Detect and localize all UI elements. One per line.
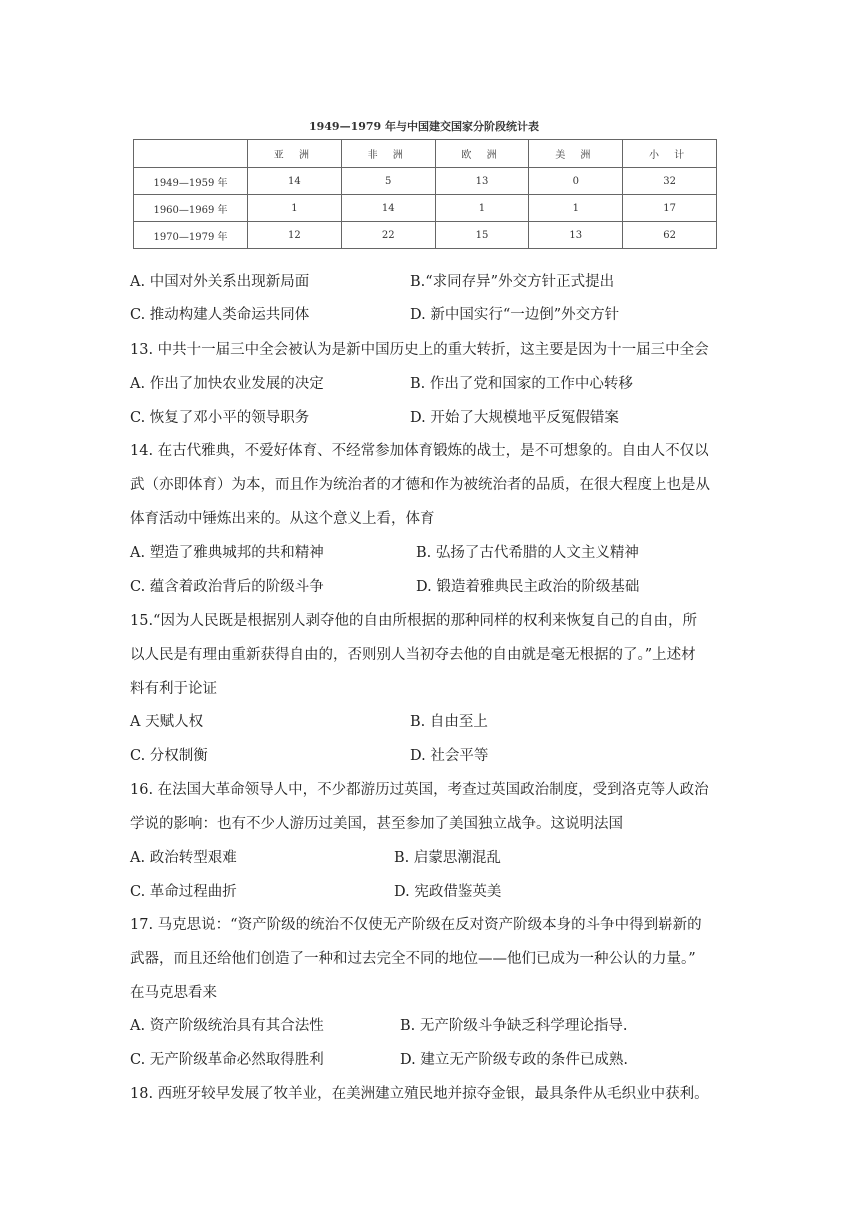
table-title: 1949—1979 年与中国建交国家分阶段统计表 [308, 120, 540, 133]
q17-stem-line-1: 17. 马克思说：“资产阶级的统治不仅使无产阶级在反对资产阶级本身的斗争中得到崭新的 [130, 917, 702, 933]
q14-option-a: A. 塑造了雅典城邦的共和精神 [130, 545, 324, 561]
table-cell: 32 [623, 168, 717, 195]
q13-option-b: B. 作出了党和国家的工作中心转移 [410, 376, 633, 392]
table-header-cell [134, 140, 248, 168]
table-cell: 1 [248, 195, 342, 222]
q15-stem-line-1: 15.“因为人民既是根据别人剥夺他的自由所根据的那种同样的权利来恢复自己的自由，所 [130, 613, 697, 629]
q14-option-d: D. 锻造着雅典民主政治的阶级基础 [416, 579, 640, 595]
q14-option-b: B. 弘扬了古代希腊的人文主义精神 [416, 545, 639, 561]
statistics-table [133, 139, 717, 249]
q14-option-c: C. 蕴含着政治背后的阶级斗争 [130, 579, 324, 595]
q14-stem-line-3: 体育活动中锤炼出来的。从这个意义上看，体育 [130, 511, 435, 527]
q12-option-d: D. 新中国实行“一边倒”外交方针 [410, 307, 620, 323]
table-cell: 1960—1969 年 [134, 195, 248, 222]
q17-stem-line-3: 在马克思看来 [130, 985, 217, 1001]
q17-option-b: B. 无产阶级斗争缺乏科学理论指导. [400, 1018, 628, 1034]
table-header-cell: 欧 洲 [435, 140, 529, 168]
table-header-cell: 非 洲 [341, 140, 435, 168]
q15-option-b: B. 自由至上 [410, 714, 488, 730]
table-cell: 15 [435, 222, 529, 249]
table-cell: 14 [341, 195, 435, 222]
q17-stem-line-2: 武器，而且还给他们创造了一种和过去完全不同的地位——他们已成为一种公认的力量。” [130, 951, 696, 967]
q17-option-d: D. 建立无产阶级专政的条件已成熟. [400, 1052, 628, 1068]
table-cell: 5 [341, 168, 435, 195]
q15-stem-line-3: 料有利于论证 [130, 681, 217, 697]
table-cell: 1 [435, 195, 529, 222]
q16-stem-line-2: 学说的影响：也有不少人游历过美国，甚至参加了美国独立战争。这说明法国 [130, 816, 623, 832]
table-header-cell: 小 计 [623, 140, 717, 168]
q17-option-c: C. 无产阶级革命必然取得胜利 [130, 1052, 324, 1068]
table-cell: 13 [435, 168, 529, 195]
q17-option-a: A. 资产阶级统治具有其合法性 [130, 1018, 324, 1034]
q16-option-a: A. 政治转型艰难 [130, 850, 237, 866]
q18-stem-line-1: 18. 西班牙较早发展了牧羊业，在美洲建立殖民地并掠夺金银，最具条件从毛织业中获利。 [130, 1086, 709, 1102]
table-row [134, 195, 717, 222]
table-header-cell: 亚 洲 [248, 140, 342, 168]
table-cell: 62 [623, 222, 717, 249]
table-cell: 1 [529, 195, 623, 222]
q12-option-b: B.“求同存异”外交方针正式提出 [410, 274, 615, 290]
q15-option-d: D. 社会平等 [410, 748, 489, 764]
q14-stem-line-2: 武（亦即体育）为本，而且作为统治者的才德和作为被统治者的品质，在很大程度上也是从 [130, 477, 710, 493]
table-header-cell: 美 洲 [529, 140, 623, 168]
q15-stem-line-2: 以人民是有理由重新获得自由的，否则别人当初夺去他的自由就是毫无根据的了。”上述材 [130, 647, 696, 663]
table-cell: 14 [248, 168, 342, 195]
q13-option-d: D. 开始了大规模地平反冤假错案 [410, 410, 619, 426]
table-cell: 1970—1979 年 [134, 222, 248, 249]
q16-stem-line-1: 16. 在法国大革命领导人中，不少都游历过英国，考查过英国政治制度，受到洛克等人政治 [130, 782, 709, 798]
table-cell: 22 [341, 222, 435, 249]
table-row [134, 168, 717, 195]
q12-option-c: C. 推动构建人类命运共同体 [130, 307, 310, 323]
table-cell: 17 [623, 195, 717, 222]
table-row [134, 222, 717, 249]
q15-option-a: A 天赋人权 [130, 714, 204, 730]
q13-stem: 13. 中共十一届三中全会被认为是新中国历史上的重大转折，这主要是因为十一届三中全会 [130, 342, 709, 358]
table-header-row [134, 140, 717, 168]
q12-option-a: A. 中国对外关系出现新局面 [130, 274, 310, 290]
q16-option-d: D. 宪政借鉴英美 [394, 884, 502, 900]
table-cell: 12 [248, 222, 342, 249]
table-cell: 0 [529, 168, 623, 195]
q16-option-b: B. 启蒙思潮混乱 [394, 850, 501, 866]
table-cell: 1949—1959 年 [134, 168, 248, 195]
q15-option-c: C. 分权制衡 [130, 748, 208, 764]
q16-option-c: C. 革命过程曲折 [130, 884, 237, 900]
q14-stem-line-1: 14. 在古代雅典，不爱好体育、不经常参加体育锻炼的战士，是不可想象的。自由人不仅以 [130, 443, 709, 459]
table-cell: 13 [529, 222, 623, 249]
q13-option-c: C. 恢复了邓小平的领导职务 [130, 410, 310, 426]
q13-option-a: A. 作出了加快农业发展的决定 [130, 376, 324, 392]
